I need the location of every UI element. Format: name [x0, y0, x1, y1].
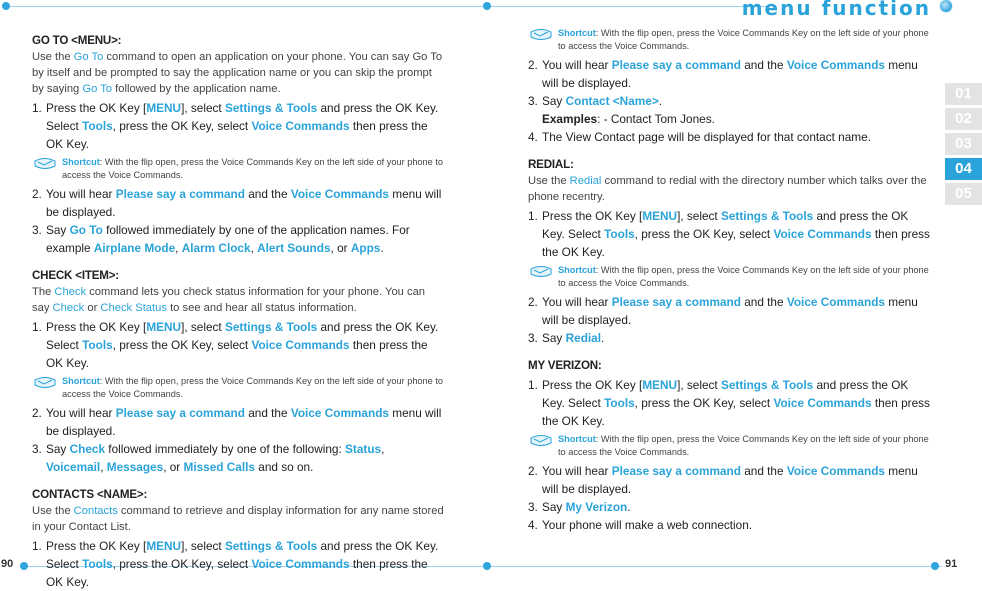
list-item: 1. Press the OK Key [MENU], select Settings & Tools and press the OK Key. Select Tools, press the OK Key, select Voice Commands then press the OK Key.: [32, 539, 439, 589]
shortcut-note: Shortcut: With the flip open, press the Voice Commands Key on the left side of your phone to access the Voice Commands.: [528, 264, 933, 289]
redial-steps: [528, 207, 933, 261]
list-item: 3. Say My Verizon.: [528, 500, 631, 514]
redial-steps-cont: [528, 293, 933, 347]
shortcut-note: Shortcut: With the flip open, press the Voice Commands Key on the left side of your phone to access the Voice Commands.: [32, 375, 444, 400]
list-item: 2. You will hear Please say a command and the Voice Commands menu will be displayed.: [32, 406, 442, 438]
contacts-description: Use the Contacts command to retrieve and display information for any name stored in your Contact List.: [32, 505, 444, 533]
list-item: 3. Say Go To followed immediately by one of the application names. For example Airplane Mode, Alarm Clock, Alert Sounds, or Apps.: [32, 223, 410, 255]
top-mid-dot: [483, 2, 491, 10]
list-item: 3. Say Contact <Name>. Examples: - Contact Tom Jones.: [528, 94, 715, 126]
check-steps-cont: [32, 404, 444, 476]
list-item: 2. You will hear Please say a command and the Voice Commands menu will be displayed.: [528, 295, 918, 327]
chapter-tab-05[interactable]: 05: [945, 183, 982, 205]
contacts-steps: [32, 537, 444, 591]
check-heading: CHECK <ITEM>:: [32, 269, 119, 282]
chapter-tab-04[interactable]: 04: [945, 158, 982, 180]
right-column: [528, 27, 933, 534]
left-column: [32, 32, 444, 591]
chapter-tab-01[interactable]: 01: [945, 83, 982, 105]
shortcut-note: Shortcut: With the flip open, press the Voice Commands Key on the left side of your phone to access the Voice Commands.: [528, 433, 933, 458]
goto-heading: GO TO <MENU>:: [32, 34, 122, 47]
page-title: menu function: [741, 0, 931, 20]
bottom-mid-dot: [483, 562, 491, 570]
title-dot: [940, 0, 952, 12]
list-item: 4. The View Contact page will be displayed for that contact name.: [528, 130, 871, 144]
chapter-tab-03[interactable]: 03: [945, 133, 982, 155]
page-number-left: 90: [1, 558, 14, 570]
top-rule: [6, 6, 766, 7]
list-item: 1. Press the OK Key [MENU], select Settings & Tools and press the OK Key. Select Tools, press the OK Key, select Voice Commands then press the OK Key.: [32, 320, 439, 370]
goto-description: Use the Go To command to open an application on your phone. You can say Go To by itself and be prompted to say the application name or you can skip the prompt by saying Go To followed by the application name.: [32, 51, 443, 95]
check-steps: [32, 318, 444, 372]
bottom-right-dot: [931, 562, 939, 570]
list-item: 2. You will hear Please say a command and the Voice Commands menu will be displayed.: [528, 464, 918, 496]
check-description: The Check command lets you check status information for your phone. You can say Check or Check Status to see and hear all status information.: [32, 286, 426, 314]
myverizon-heading: MY VERIZON:: [528, 359, 602, 372]
shortcut-icon: [528, 265, 554, 279]
chapter-tabs: [945, 83, 982, 208]
list-item: 1. Press the OK Key [MENU], select Settings & Tools and press the OK Key. Select Tools, press the OK Key, select Voice Commands then press the OK Key.: [528, 209, 930, 259]
list-item: 3. Say Check followed immediately by one of the following: Status, Voicemail, Messages, or Missed Calls and so on.: [32, 442, 385, 474]
redial-description: Use the Redial command to redial with the directory number which talks over the phone recentry.: [528, 175, 927, 203]
myverizon-steps-cont: [528, 462, 933, 534]
contacts-heading: CONTACTS <NAME>:: [32, 488, 148, 501]
top-left-dot: [2, 2, 10, 10]
chapter-tab-02[interactable]: 02: [945, 108, 982, 130]
list-item: 1. Press the OK Key [MENU], select Settings & Tools and press the OK Key. Select Tools, press the OK Key, select Voice Commands then press the OK Key.: [32, 101, 439, 151]
list-item: 4. Your phone will make a web connection.: [528, 518, 753, 532]
bottom-left-dot: [20, 562, 28, 570]
shortcut-icon: [528, 28, 554, 42]
list-item: 1. Press the OK Key [MENU], select Settings & Tools and press the OK Key. Select Tools, press the OK Key, select Voice Commands then press the OK Key.: [528, 378, 930, 428]
goto-steps: [32, 99, 444, 153]
shortcut-icon: [528, 434, 554, 448]
list-item: 2. You will hear Please say a command and the Voice Commands menu will be displayed.: [528, 58, 918, 90]
shortcut-icon: [32, 376, 58, 390]
shortcut-note: Shortcut: With the flip open, press the Voice Commands Key on the left side of your phone to access the Voice Commands.: [32, 156, 444, 181]
goto-steps-cont: [32, 185, 444, 257]
list-item: 2. You will hear Please say a command and the Voice Commands menu will be displayed.: [32, 187, 442, 219]
myverizon-steps: [528, 376, 933, 430]
redial-heading: REDIAL:: [528, 158, 574, 171]
contacts-steps-cont: [528, 56, 933, 146]
list-item: 3. Say Redial.: [528, 331, 605, 345]
shortcut-icon: [32, 157, 58, 171]
page-number-right: 91: [945, 558, 958, 570]
shortcut-note: Shortcut: With the flip open, press the Voice Commands Key on the left side of your phone to access the Voice Commands.: [528, 27, 933, 52]
